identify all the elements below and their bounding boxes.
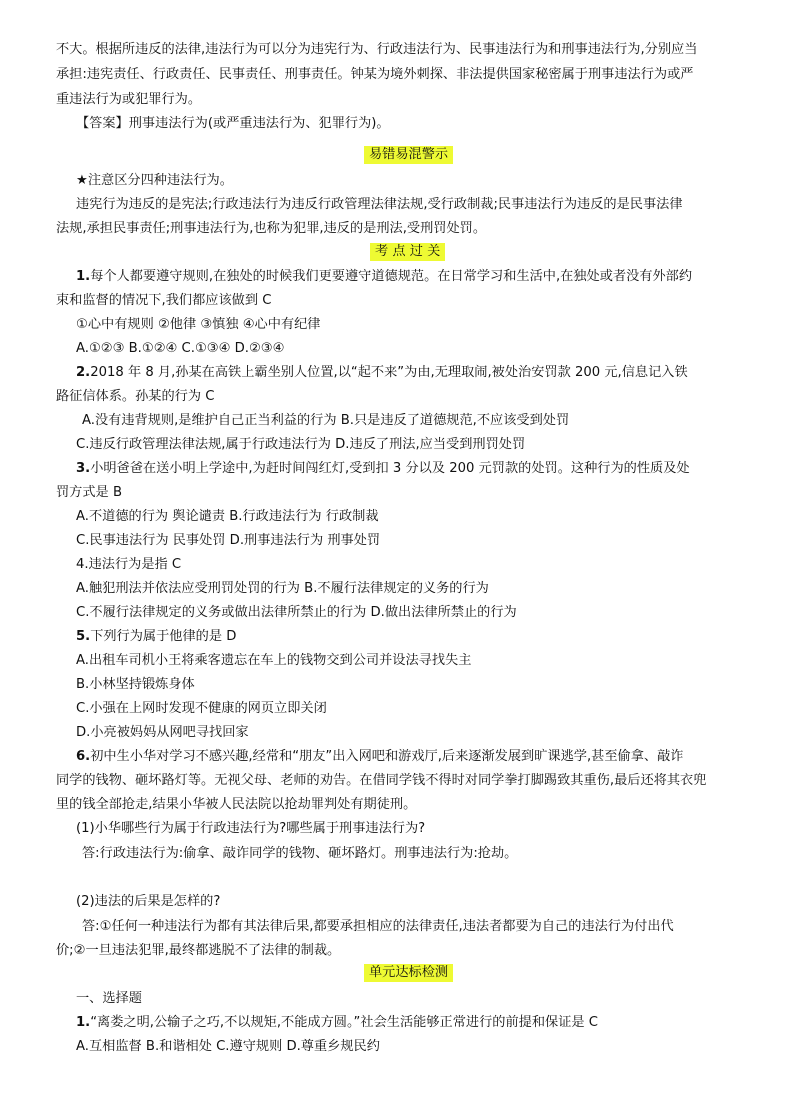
section-header-unit: 单元达标检测 (364, 964, 453, 982)
question-3-options-ab: A.不道德的行为 舆论谴责 B.行政违法行为 行政制裁 (76, 509, 379, 524)
question-2-options-cd: C.违反行政管理法律法规,属于行政违法行为 D.违反了刑法,应当受到刑罚处罚 (76, 437, 526, 452)
question-2-stem: 2.2018 年 8 月,孙某在高铁上霸坐别人位置,以“起不来”为由,无理取闹,被处治安罚款 200 元,信息记入铁 (76, 365, 688, 380)
intro-line-2: 承担:违宪责任、行政责任、民事责任、刑事责任。钟某为境外刺探、非法提供国家秘密属于刑事违法行为或严 (56, 67, 694, 82)
intro-line-3: 重违法行为或犯罪行为。 (56, 92, 202, 107)
question-1-items: ①心中有规则 ②他律 ③慎独 ④心中有纪律 (76, 317, 321, 332)
question-1-stem: 1.每个人都要遵守规则,在独处的时候我们更要遵守道德规范。在日常学习和生活中,在独处或者没有外部约 (76, 269, 693, 284)
part-label: 一、选择题 (76, 991, 142, 1006)
question-6-answer-2-cont: 价;②一旦违法犯罪,最终都逃脱不了法律的制裁。 (56, 943, 341, 958)
section-header-check: 考 点 过 关 (370, 243, 445, 261)
question-5-stem: 5.下列行为属于他律的是 D (76, 629, 237, 644)
question-6-stem-cont-1: 同学的钱物、砸坏路灯等。无视父母、老师的劝告。在借同学钱不得时对同学拳打脚踢致其重伤,最后还将其衣兜 (56, 773, 707, 788)
unit-question-1-options: A.互相监督 B.和谐相处 C.遵守规则 D.尊重乡规民约 (76, 1039, 380, 1054)
answer-line: 【答案】刑事违法行为(或严重违法行为、犯罪行为)。 (76, 116, 390, 131)
question-3-options-cd: C.民事违法行为 民事处罚 D.刑事违法行为 刑事处罚 (76, 533, 381, 548)
warning-paragraph-line-1: 违宪行为违反的是宪法;行政违法行为违反行政管理法律法规,受行政制裁;民事违法行为违反的是民事法律 (76, 197, 683, 212)
question-6-answer-1: 答:行政违法行为:偷拿、敲诈同学的钱物、砸坏路灯。刑事违法行为:抢劫。 (82, 846, 518, 861)
question-6-sub-1: (1)小华哪些行为属于行政违法行为?哪些属于刑事违法行为? (76, 821, 426, 836)
question-4-options-cd: C.不履行法律规定的义务或做出法律所禁止的行为 D.做出法律所禁止的行为 (76, 605, 517, 620)
question-1-stem-cont: 束和监督的情况下,我们都应该做到 C (56, 293, 272, 308)
question-3-stem-cont: 罚方式是 B (56, 485, 122, 500)
question-5-option-b: B.小林坚持锻炼身体 (76, 677, 195, 692)
question-6-stem: 6.初中生小华对学习不感兴趣,经常和“朋友”出入网吧和游戏厅,后来逐渐发展到旷课逃学,甚至偷拿、敲诈 (76, 749, 684, 764)
question-4-options-ab: A.触犯刑法并依法应受刑罚处罚的行为 B.不履行法律规定的义务的行为 (76, 581, 489, 596)
section-header-warning: 易错易混警示 (364, 146, 453, 164)
question-6-stem-cont-2: 里的钱全部抢走,结果小华被人民法院以抢劫罪判处有期徒刑。 (56, 797, 417, 812)
intro-line-1: 不大。根据所违反的法律,违法行为可以分为违宪行为、行政违法行为、民事违法行为和刑事违法行为,分别应当 (56, 42, 698, 57)
question-5-option-a: A.出租车司机小王将乘客遗忘在车上的钱物交到公司并设法寻找失主 (76, 653, 472, 668)
question-3-stem: 3.小明爸爸在送小明上学途中,为赶时间闯红灯,受到扣 3 分以及 200 元罚款的处罚。这种行为的性质及处 (76, 461, 690, 476)
warning-note: ★注意区分四种违法行为。 (76, 173, 233, 188)
question-1-options: A.①②③ B.①②④ C.①③④ D.②③④ (76, 341, 285, 356)
unit-question-1-stem: 1.“离娄之明,公输子之巧,不以规矩,不能成方圆。”社会生活能够正常进行的前提和保证是 C (76, 1015, 598, 1030)
question-5-option-c: C.小强在上网时发现不健康的网页立即关闭 (76, 701, 327, 716)
question-2-stem-cont: 路征信体系。孙某的行为 C (56, 389, 215, 404)
question-6-answer-2: 答:①任何一种违法行为都有其法律后果,都要承担相应的法律责任,违法者都要为自己的违法行为付出代 (82, 919, 674, 934)
warning-paragraph-line-2: 法规,承担民事责任;刑事违法行为,也称为犯罪,违反的是刑法,受刑罚处罚。 (56, 221, 487, 236)
question-2-options-ab: A.没有违背规则,是维护自己正当利益的行为 B.只是违反了道德规范,不应该受到处罚 (82, 413, 570, 428)
question-4-stem: 4.违法行为是指 C (76, 557, 182, 572)
question-5-option-d: D.小亮被妈妈从网吧寻找回家 (76, 725, 249, 740)
question-6-sub-2: (2)违法的后果是怎样的? (76, 894, 221, 909)
